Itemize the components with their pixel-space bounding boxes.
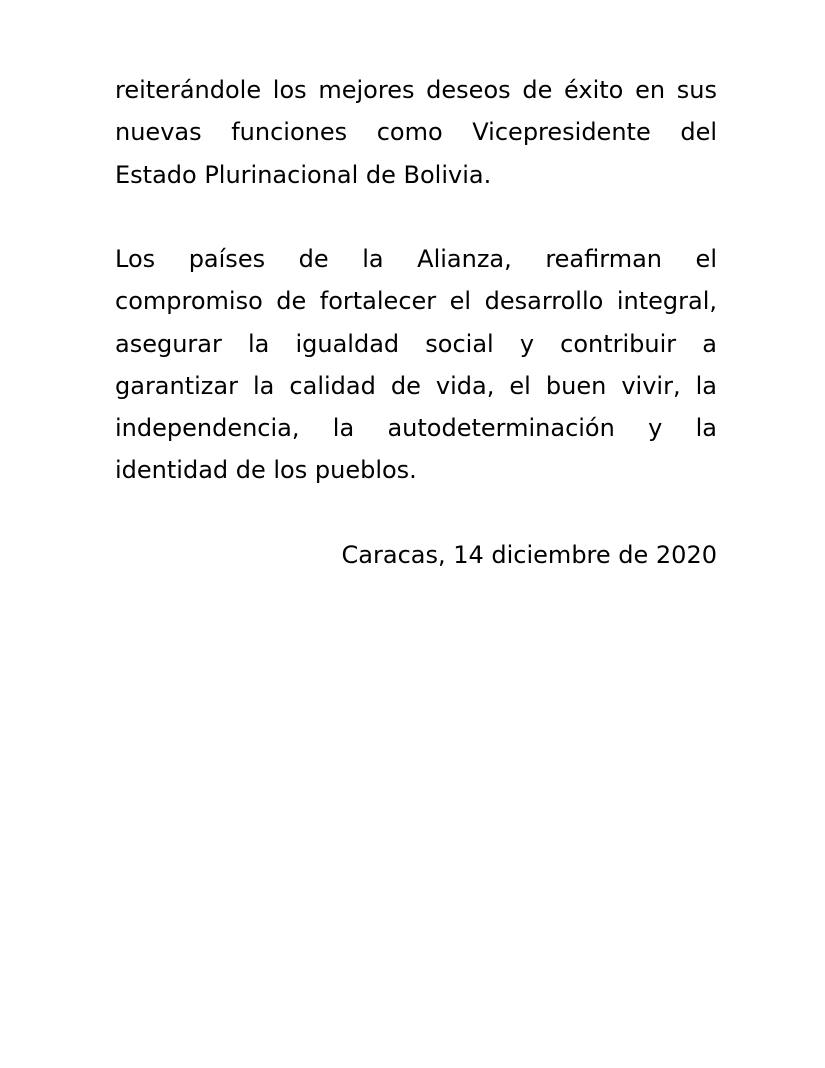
paragraph-wishes [115,69,717,196]
paragraph-commitment [115,238,717,492]
paragraph-line: compromiso de fortalecer el desarrollo integral, [115,287,717,316]
paragraph-line: independencia, la autodeterminación y la [115,414,717,443]
paragraph-line: Estado Plurinacional de Bolivia. [115,160,492,189]
paragraph-line: reiterándole los mejores deseos de éxito en sus [115,76,717,104]
paragraph-line: identidad de los pueblos. [115,456,417,485]
paragraph-line: Los países de la Alianza, reafirman el [115,245,717,273]
paragraph-line: garantizar la calidad de vida, el buen vivir, la [115,371,717,400]
place-and-date: Caracas, 14 diciembre de 2020 [341,541,717,569]
paragraph-line: nuevas funciones como Vicepresidente del [115,118,717,147]
paragraph-line: asegurar la igualdad social y contribuir a [115,329,717,358]
